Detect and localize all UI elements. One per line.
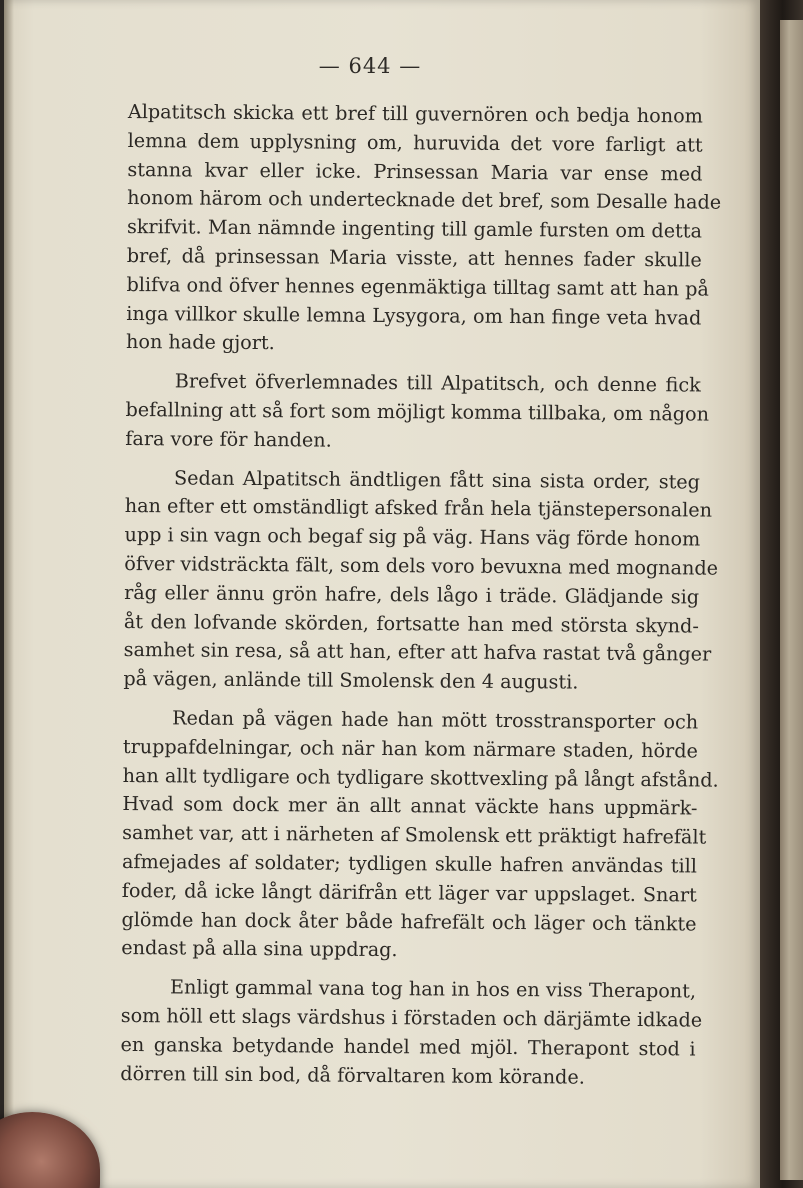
text-line: på vägen, anlände till Smolensk den 4 augusti. <box>123 667 579 694</box>
book-page <box>4 0 760 1188</box>
page-number: — 644 — <box>318 54 422 78</box>
text-line: truppafdelningar, och när han kom närmare staden, hörde <box>122 734 698 763</box>
text-line: samhet var, att i närheten af Smolensk ett präktigt hafrefält <box>122 821 707 849</box>
text-line: Enligt gammal vana tog han in hos en viss Therapont, <box>169 975 697 1003</box>
text-line: fara vore för handen. <box>125 426 332 452</box>
text-line: Alpatitsch skicka ett bref till guvernören och bedja honom <box>127 99 703 128</box>
text-line: han efter ett omständligt afsked från hela tjänstepersonalen <box>124 494 713 522</box>
text-line: en ganska betydande handel med mjöl. Therapont stod i <box>120 1032 696 1061</box>
text-line: dörren till sin bod, då förvaltaren kom körande. <box>120 1061 585 1089</box>
text-line: afmejades af soldater; tydligen skulle hafren användas till <box>121 849 698 878</box>
text-line: lemna dem upplysning om, huruvida det vore farligt att <box>127 128 703 157</box>
text-line: foder, då icke långt därifrån ett läger var uppslaget. Snart <box>121 878 697 907</box>
paragraph-3 <box>123 464 719 699</box>
text-line: Hvad som dock mer än allt annat väckte hans uppmärk- <box>122 792 698 820</box>
text-line: upp i sin vagn och begaf sig på väg. Hans väg förde honom <box>124 523 701 551</box>
paragraph-2 <box>125 367 710 458</box>
text-line: han allt tydligare och tydligare skottvexling på långt afstånd. <box>122 763 719 792</box>
text-line: Brefvet öfverlemnades till Alpatitsch, och denne fick <box>174 369 701 397</box>
text-line: stanna kvar eller icke. Prinsessan Maria var ense med <box>127 157 703 186</box>
page-gutter-shadow <box>4 0 14 1188</box>
paragraph-5 <box>120 973 703 1093</box>
text-line: bref, då prinsessan Maria visste, att hennes fader skulle <box>126 243 702 272</box>
paragraph-1 <box>125 98 722 362</box>
body-text <box>120 98 722 1103</box>
text-line: hon hade gjort. <box>125 330 275 355</box>
text-line: endast på alla sina uppdrag. <box>121 936 398 962</box>
text-line: samhet sin resa, så att han, efter att hafva rastat två gånger <box>123 638 712 666</box>
adjacent-page-edge <box>780 20 803 1180</box>
text-line: åt den lofvande skörden, fortsatte han med största skynd- <box>123 609 699 638</box>
text-line: öfver vidsträckta fält, som dels voro bevuxna med mognande <box>124 551 719 580</box>
text-line: Redan på vägen hade han mött trosstransporter och <box>172 706 699 734</box>
text-line: råg eller ännu grön hafre, dels lågo i träde. Glädjande sig <box>124 580 700 609</box>
text-line: honom härom och undertecknade det bref, som Desalle hade <box>127 186 722 215</box>
text-line: inga villkor skulle lemna Lysygora, om han finge veta hvad <box>126 301 702 330</box>
text-line: befallning att så fort som möjligt komma tillbaka, om någon <box>125 397 710 426</box>
text-line: glömde han dock åter både hafrefält och läger och tänkte <box>121 907 697 936</box>
paragraph-4 <box>121 704 719 968</box>
text-line: skrifvit. Man nämnde ingenting till gamle fursten om detta <box>126 215 703 243</box>
text-line: som höll ett slags värdshus i förstaden och därjämte idkade <box>120 1003 703 1032</box>
text-line: Sedan Alpatitsch ändtligen fått sina sista order, steg <box>173 465 701 494</box>
text-line: blifva ond öfver hennes egenmäktiga tilltag samt att han på <box>126 272 709 301</box>
